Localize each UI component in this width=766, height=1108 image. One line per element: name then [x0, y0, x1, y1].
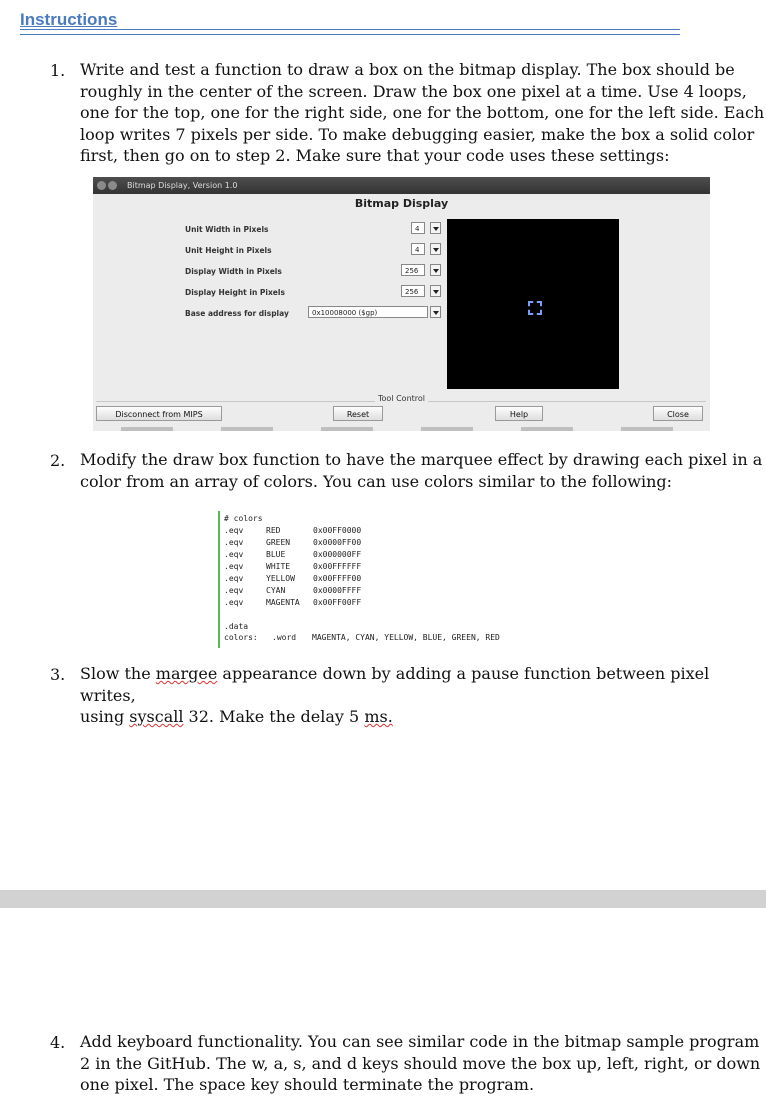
code-constant-value: 0x00FF00FF — [313, 598, 362, 607]
instructions-heading: Instructions — [20, 10, 118, 29]
text-span: Slow the — [80, 664, 156, 683]
bitmap-display-window — [93, 177, 710, 431]
item-3-number: 3. — [50, 665, 66, 684]
unit-height-label: Unit Height in Pixels — [185, 246, 272, 255]
item-1-line: one for the top, one for the right side, one for the bottom, one for the left side. Each — [80, 103, 765, 122]
base-address-label: Base address for display — [185, 309, 289, 318]
code-constant-name: BLUE — [266, 550, 286, 559]
window-titlebar — [93, 177, 710, 194]
display-height-label: Display Height in Pixels — [185, 288, 285, 297]
item-3-line-1 — [80, 663, 766, 706]
code-constant-name: WHITE — [266, 562, 291, 571]
code-constant-name: MAGENTA — [266, 598, 300, 607]
code-constant-value: 0x0000FF00 — [313, 538, 362, 547]
code-constant-name: GREEN — [266, 538, 291, 547]
close-button[interactable]: Close — [653, 406, 703, 421]
window-bottom-strip — [93, 427, 710, 431]
code-constant-value: 0x0000FFFF — [313, 586, 362, 595]
drawn-box — [528, 301, 542, 315]
page-break-band — [0, 890, 766, 908]
display-height-select[interactable]: 256 — [401, 285, 425, 297]
window-title: Bitmap Display, Version 1.0 — [127, 181, 238, 190]
reset-button[interactable]: Reset — [333, 406, 383, 421]
item-2-text — [80, 449, 762, 492]
unit-width-label: Unit Width in Pixels — [185, 225, 269, 234]
code-eqv-keyword: .eqv — [224, 526, 244, 535]
misspelled-word: syscall — [129, 707, 184, 726]
unit-height-dropdown-icon[interactable] — [430, 243, 441, 255]
code-constant-value: 0x00FF0000 — [313, 526, 362, 535]
item-4-number: 4. — [50, 1033, 66, 1052]
code-colors-values: MAGENTA, CYAN, YELLOW, BLUE, GREEN, RED — [312, 633, 500, 642]
code-colors-label: colors: — [224, 633, 258, 642]
item-1-line: roughly in the center of the screen. Draw the box one pixel at a time. Use 4 loops, — [80, 81, 747, 101]
code-word-keyword: .word — [272, 633, 297, 642]
code-constant-value: 0x00FFFFFF — [313, 562, 362, 571]
colors-code-block — [218, 511, 550, 648]
item-3-line-2 — [80, 706, 766, 728]
minimize-window-icon[interactable] — [108, 181, 117, 190]
code-eqv-keyword: .eqv — [224, 550, 244, 559]
item-2-line: color from an array of colors. You can use colors similar to the following: — [80, 471, 673, 491]
item-4-line: one pixel. The space key should terminate the program. — [80, 1075, 535, 1094]
code-comment: # colors — [224, 514, 263, 523]
display-height-dropdown-icon[interactable] — [430, 285, 441, 297]
code-eqv-keyword: .eqv — [224, 562, 244, 571]
misspelled-word: margee — [155, 664, 218, 683]
base-address-dropdown-icon[interactable] — [430, 306, 441, 318]
misspelled-word: ms. — [364, 707, 393, 726]
unit-width-select[interactable]: 4 — [411, 222, 425, 234]
bitmap-display-heading: Bitmap Display — [354, 197, 449, 210]
display-width-dropdown-icon[interactable] — [430, 264, 441, 276]
unit-width-dropdown-icon[interactable] — [430, 222, 441, 234]
code-constant-name: CYAN — [266, 586, 286, 595]
heading-rule — [20, 29, 680, 35]
disconnect-button[interactable]: Disconnect from MIPS — [96, 406, 222, 421]
text-span: 32. Make the delay 5 — [183, 707, 365, 726]
item-1-line: Write and test a function to draw a box on the bitmap display. The box should be — [80, 60, 735, 79]
item-1-number: 1. — [50, 61, 66, 80]
tool-control-text: Tool Control — [375, 394, 428, 403]
item-4-line: Add keyboard functionality. You can see similar code in the bitmap sample program — [80, 1032, 760, 1051]
code-constant-value: 0x000000FF — [313, 550, 362, 559]
code-constant-name: YELLOW — [266, 574, 295, 583]
code-eqv-keyword: .eqv — [224, 586, 244, 595]
display-width-select[interactable]: 256 — [401, 264, 425, 276]
item-2-line: Modify the draw box function to have the marquee effect by drawing each pixel in a — [80, 450, 763, 469]
bitmap-canvas — [447, 219, 619, 389]
unit-height-select[interactable]: 4 — [411, 243, 425, 255]
code-eqv-keyword: .eqv — [224, 538, 244, 547]
text-span: using — [80, 707, 130, 726]
item-3-text — [80, 663, 766, 728]
item-4-text — [80, 1031, 760, 1096]
item-1-line: first, then go on to step 2. Make sure that your code uses these settings: — [80, 146, 670, 165]
help-button[interactable]: Help — [495, 406, 543, 421]
text-span: appearance down by adding a pause function between pixel writes, — [80, 664, 710, 705]
tool-control-label — [93, 394, 710, 403]
code-eqv-keyword: .eqv — [224, 598, 244, 607]
code-constant-name: RED — [266, 526, 281, 535]
code-data-directive: .data — [224, 622, 249, 631]
close-window-icon[interactable] — [97, 181, 106, 190]
code-constant-value: 0x00FFFF00 — [313, 574, 362, 583]
display-width-label: Display Width in Pixels — [185, 267, 282, 276]
code-eqv-keyword: .eqv — [224, 574, 244, 583]
item-1-text — [80, 59, 764, 167]
item-2-number: 2. — [50, 451, 66, 470]
base-address-select[interactable]: 0x10008000 ($gp) — [308, 306, 428, 318]
item-1-line: loop writes 7 pixels per side. To make debugging easier, make the box a solid color — [80, 124, 755, 144]
item-4-line: 2 in the GitHub. The w, a, s, and d keys should move the box up, left, right, or down — [80, 1053, 761, 1073]
